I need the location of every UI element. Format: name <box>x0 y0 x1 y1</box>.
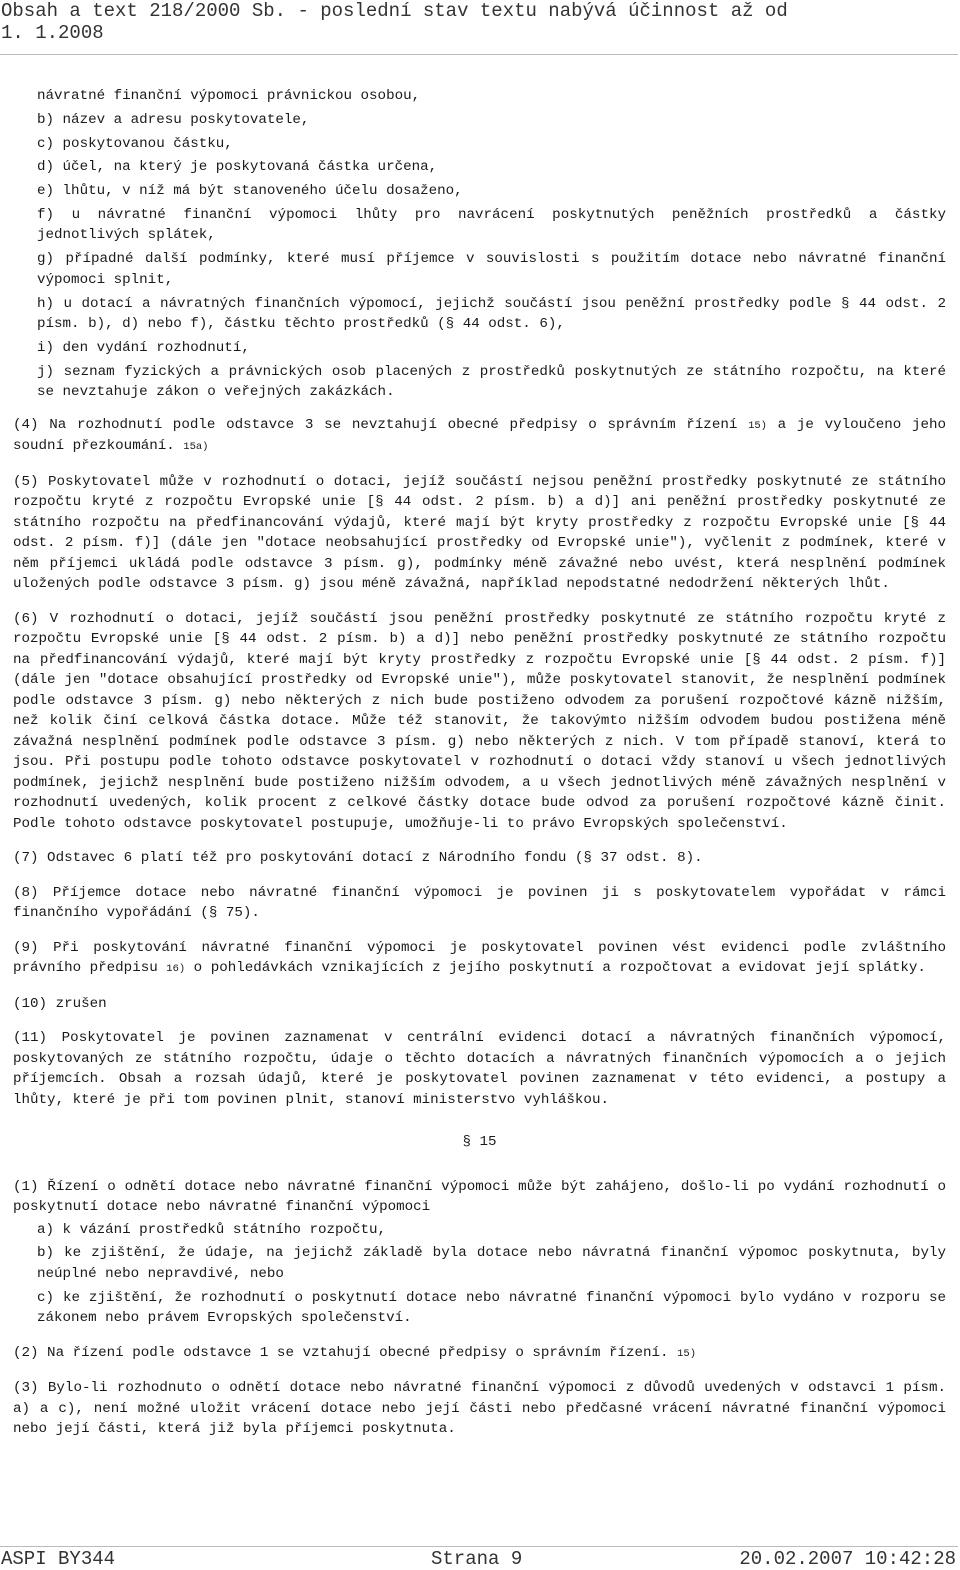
list-item: e) lhůtu, v níž má být stanoveného účelu dosaženo, <box>37 183 463 200</box>
s15-paragraph-2: (2) Na řízení podle odstavce 1 se vztahují obecné předpisy o správním řízení. 15) <box>13 1344 696 1361</box>
paragraph-4: (4) Na rozhodnutí podle odstavce 3 se nevztahují obecné předpisy o správním řízení 15) a je vyloučeno jeho soudní přezkoumání. 15a) <box>13 416 947 455</box>
page-footer <box>0 1548 958 1570</box>
footnote-ref: 15) <box>677 1347 696 1360</box>
header-divider <box>0 54 958 55</box>
list-item: b) ke zjištění, že údaje, na jejichž základě byla dotace nebo návratná finanční výpomoc poskytnuta, byly neúplné nebo nepravdivé, nebo <box>37 1245 946 1282</box>
list-item: j) seznam fyzických a právnických osob placených z prostředků poskytnutých ze státního rozpočtu, na které se nevztahuje zákon o veřejných zakázkách. <box>37 363 946 401</box>
list-item: g) případné další podmínky, které musí příjemce v souvislosti s použitím dotace nebo návratné finanční výpomoci splnit, <box>37 251 946 288</box>
header-title: Obsah a text 218/2000 Sb. - poslední stav textu nabývá účinnost až od <box>1 0 788 22</box>
paragraph-9: (9) Při poskytování návratné finanční výpomoci je poskytovatel povinen vést evidenci podle zvláštního právního předpisu 16) o pohledávkách vznikajících z jejího poskytnutí a rozpočtovat a evidovat její splátky. <box>13 939 946 977</box>
list-item: d) účel, na který je poskytovaná částka určena, <box>37 159 438 176</box>
footnote-ref: 16) <box>166 963 186 976</box>
list-item: h) u dotací a návratných finančních výpomocí, jejichž součástí jsou peněžní prostředky podle § 44 odst. 2 písm. b), d) nebo f), částku těchto prostředků (§ 44 odst. 6), <box>37 295 946 333</box>
paragraph-6: (6) V rozhodnutí o dotaci, jejíž součástí jsou peněžní prostředky poskytnuté ze státního rozpočtu kryté z rozpočtu Evropské unie [§ 44 odst. 2 písm. b) a d)] nebo peněžní prostředky poskytnuté ze státního rozpočtu na předfinancování výdajů, které mají být kryty prostředky z rozpočtu Evropské unie [§ 44 odst. 2 písm. f)] (dále jen "dotace obsahující prostředky od Evropské unie"), může poskytovatel stanovit, že nesplnění podmínek podle odstavce 3 písm. g) nebo některých z nich bude postiženo odvodem za porušení rozpočtové kázně nižším, než kolik činí celková částka dotace. Může též stanovit, že takovýmto nižším odvodem budou postižena méně závažná nesplnění podmínek podle odstavce 3 písm. g) nebo některých z nich. V tom případě stanoví, která to jsou. Při postupu podle tohoto odstavce poskytovatel v rozhodnutí o dotaci vždy stanoví u všech jednotlivých podmínek, jejichž nesplnění bude postiženo nižším odvodem, a u všech jednotlivých méně závažných nesplnění v rozhodnutí uvedených, kolik procent z celkové částky dotace bude odvod za porušení rozpočtové kázně činit. Podle tohoto odstavce poskytovatel postupuje, umožňuje-li to právo Evropských společenství. <box>13 610 946 832</box>
footer-timestamp: 20.02.2007 10:42:28 <box>739 1548 956 1570</box>
list-item: b) název a adresu poskytovatele, <box>37 111 310 128</box>
list-item: f) u návratné finanční výpomoci lhůty pro navrácení poskytnutých peněžních prostředků a částky jednotlivých splátek, <box>37 206 946 244</box>
page-number: Strana 9 <box>431 1548 523 1570</box>
s15-paragraph-3: (3) Bylo-li rozhodnuto o odnětí dotace nebo návratné finanční výpomoci z důvodů uvedených v odstavci 1 písm. a) a c), není možné uložit vrácení dotace nebo její části nebo předčasné vrácení návratné finanční výpomoci nebo její části, která již byla příjemci poskytnuta. <box>13 1380 946 1438</box>
header-date: 1. 1.2008 <box>1 22 104 44</box>
paragraph-7: (7) Odstavec 6 platí též pro poskytování dotací z Národního fondu (§ 37 odst. 8). <box>13 850 703 867</box>
list-item: a) k vázání prostředků státního rozpočtu, <box>37 1221 387 1238</box>
list-item: i) den vydání rozhodnutí, <box>37 339 250 356</box>
document-body <box>13 86 946 1454</box>
list-item: c) poskytovanou částku, <box>37 135 233 152</box>
footer-source: ASPI BY344 <box>1 1548 116 1570</box>
footnote-ref: 15) <box>748 419 767 432</box>
list-item: c) ke zjištění, že rozhodnutí o poskytnutí dotace nebo návratné finanční výpomoci bylo vydáno v rozporu se zákonem nebo právem Evropských společenství. <box>37 1289 946 1327</box>
paragraph-5: (5) Poskytovatel může v rozhodnutí o dotaci, jejíž součástí nejsou peněžní prostředky poskytnuté ze státního rozpočtu kryté z rozpočtu Evropské unie [§ 44 odst. 2 písm. b) a d)] ani peněžní prostředky poskytnuté ze státního rozpočtu na předfinancování výdajů, které mají být kryty prostředky z rozpočtu Evropské unie [§ 44 odst. 2 písm. f)] (dále jen "dotace neobsahující prostředky od Evropské unie"), vyčlenit z podmínek, které v něm příjemci ukládá podle odstavce 3 písm. g), podmínky méně závažné nebo uvést, která nesplnění podmínek uložených podle odstavce 3 písm. g) jsou méně závažná, například nepodstatné nedodržení některých lhůt. <box>13 473 946 593</box>
s15-paragraph-1: (1) Řízení o odnětí dotace nebo návratné finanční výpomoci může být zahájeno, došlo-li po vydání rozhodnutí o poskytnutí dotace nebo návratné finanční výpomoci <box>13 1178 946 1216</box>
page-header <box>0 0 958 44</box>
section-heading: § 15 <box>462 1134 497 1151</box>
paragraph-11: (11) Poskytovatel je povinen zaznamenat v centrální evidenci dotací a návratných finančních výpomocí, poskytovaných ze státního rozpočtu, údaje o těchto dotacích a návratných finančních výpomocích a o jejich příjemcích. Obsah a rozsah údajů, které je poskytovatel povinen zaznamenat v této evidenci, a postupy a lhůty, které je při tom povinen plnit, stanoví ministerstvo vyhláškou. <box>13 1030 946 1108</box>
footnote-ref: 15a) <box>183 441 209 454</box>
list-item: návratné finanční výpomoci právnickou osobou, <box>37 88 421 104</box>
paragraph-8: (8) Příjemce dotace nebo návratné finanční výpomoci je povinen ji s poskytovatelem vypořádat v rámci finančního vypořádání (§ 75). <box>13 884 946 922</box>
footer-divider <box>0 1546 958 1547</box>
paragraph-10: (10) zrušen <box>13 995 107 1012</box>
